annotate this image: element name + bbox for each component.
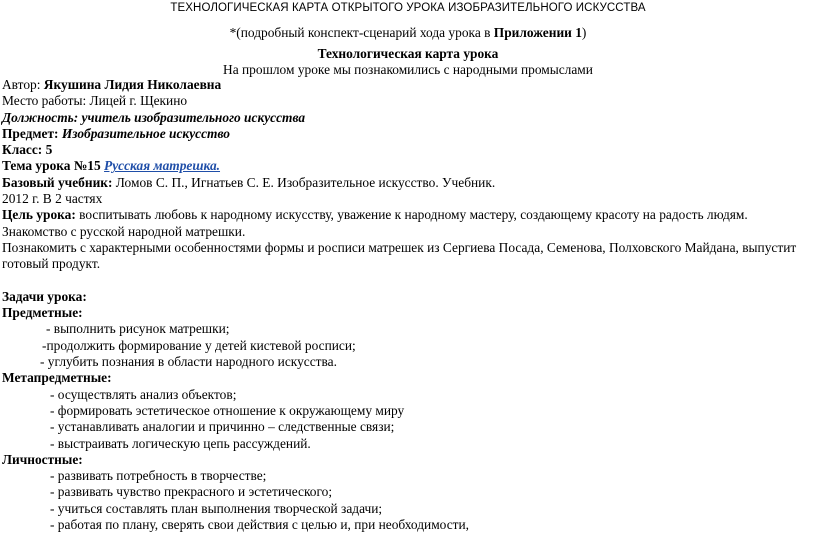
goal-line	[2, 207, 810, 223]
meta-result-item: - устанавливать аналогии и причинно – следственные связи;	[50, 419, 395, 435]
subject-line	[2, 126, 810, 142]
topic-link[interactable]: Русская матрешка.	[104, 158, 221, 174]
spacer	[2, 273, 810, 289]
subject-result-item: - выполнить рисунок матрешки;	[46, 321, 230, 337]
position-line	[2, 110, 810, 126]
textbook-line2: 2012 г. В 2 частях	[2, 191, 103, 207]
goal-label: Цель урока:	[2, 207, 76, 223]
personal-result-item: - развивать чувство прекрасного и эстетического;	[50, 484, 333, 500]
note-prefix: *(подробный конспект-сценарий хода урока в	[229, 25, 494, 40]
author-label: Автор:	[2, 77, 44, 92]
subject-result-item: - углубить познания в области народного искусства.	[40, 354, 337, 370]
doc-title: Технологическая карта урока	[317, 46, 499, 61]
meta-result-item: - осуществлять анализ объектов;	[50, 386, 237, 402]
goal-value: воспитывать любовь к народному искусству, уважение к народному мастеру, создающему красоту на радость людям.	[75, 207, 748, 223]
workplace-line: Место работы: Лицей г. Щекино	[2, 93, 188, 109]
personal-result-item: - развивать потребность в творчестве;	[50, 468, 267, 484]
tasks-title: Задачи урока:	[2, 288, 87, 304]
textbook-value: Ломов С. П., Игнатьев С. Е. Изобразительное искусство. Учебник.	[112, 174, 496, 190]
personal-result-item: - учиться составлять план выполнения творческой задачи;	[50, 500, 383, 516]
meta-result-item: - формировать эстетическое отношение к окружающему миру	[50, 402, 405, 418]
textbook-line	[2, 175, 810, 191]
doc-subtitle: На прошлом уроке мы познакомились с народными промыслами	[223, 62, 593, 77]
note-appendix: Приложении 1	[493, 25, 582, 40]
author-value: Якушина Лидия Николаевна	[43, 77, 222, 92]
position-label: Должность:	[2, 109, 79, 125]
meta-results-title: Метапредметные:	[2, 370, 112, 386]
appendix-note	[0, 25, 816, 41]
goal-line2: Знакомство с русской народной матрешки.	[2, 223, 246, 239]
grade-line: Класс: 5	[2, 142, 53, 158]
note-suffix: )	[581, 25, 587, 40]
topic-line	[2, 158, 810, 174]
author-line	[2, 77, 810, 93]
personal-result-item: - работая по плану, сверять свои действия с целью и, при необходимости,	[50, 517, 470, 533]
subject-label: Предмет:	[2, 125, 59, 141]
subject-results-title: Предметные:	[2, 305, 83, 321]
subject-value: Изобразительное искусство	[58, 125, 230, 141]
subject-result-item: -продолжить формирование у детей кистевой росписи;	[42, 337, 356, 353]
document-body	[2, 77, 810, 533]
personal-results-title: Личностные:	[2, 451, 83, 467]
topic-label: Тема урока №15	[2, 158, 105, 174]
goal-line3: Познакомить с характерными особенностями формы и росписи матрешек из Сергиева Посада, Семенова, Полховского Майдана, выпустит готовый продукт.	[2, 239, 797, 272]
meta-result-item: - выстраивать логическую цепь рассуждений.	[50, 435, 311, 451]
textbook-label: Базовый учебник:	[2, 174, 113, 190]
position-value: учитель изобразительного искусства	[78, 109, 306, 125]
document-header: ТЕХНОЛОГИЧЕСКАЯ КАРТА ОТКРЫТОГО УРОКА ИЗОБРАЗИТЕЛЬНОГО ИСКУССТВА	[170, 2, 646, 14]
